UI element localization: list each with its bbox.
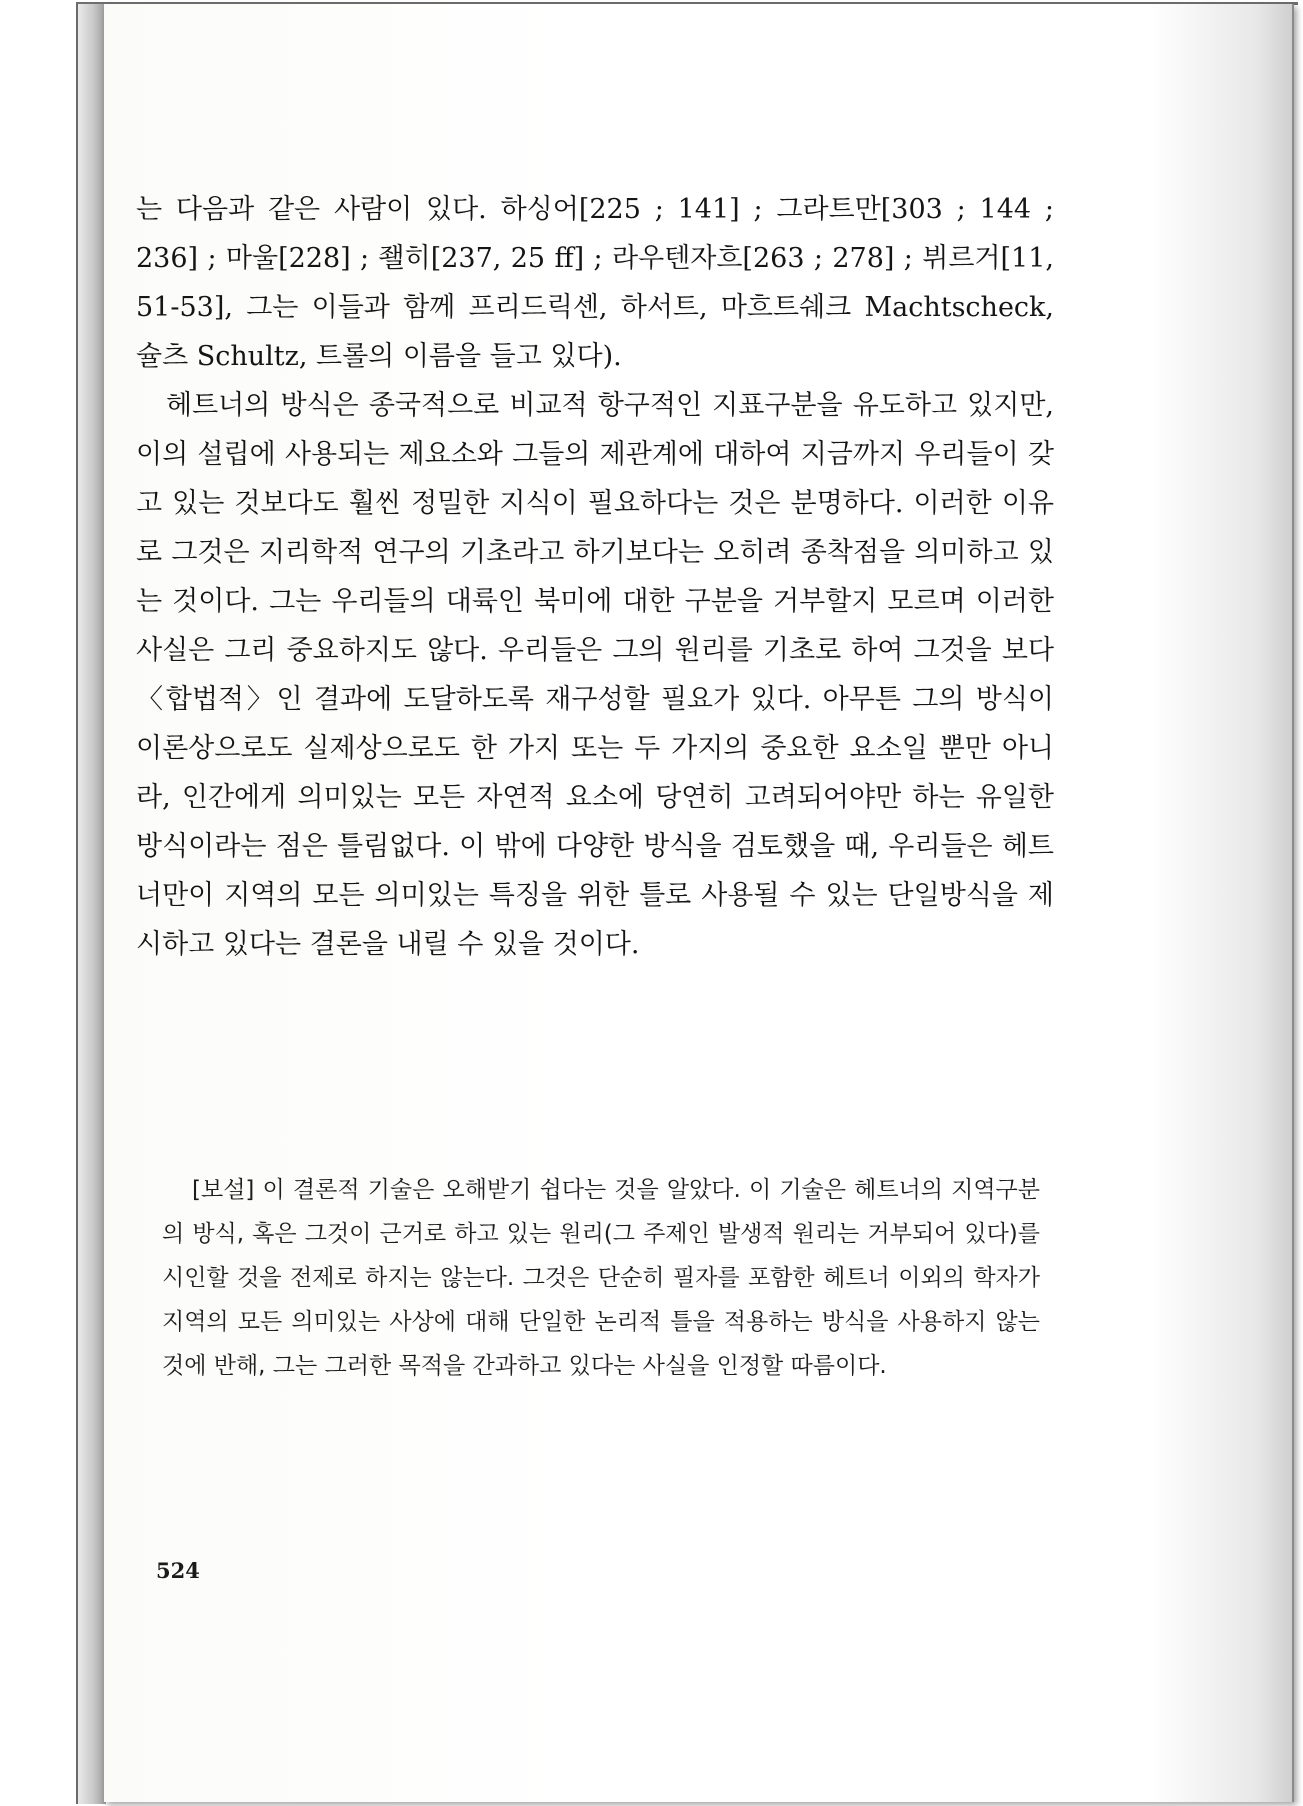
page-number: 524: [156, 1558, 200, 1583]
book-page-edges: [76, 4, 106, 1804]
main-text: [136, 185, 1054, 969]
supplementary-note: [보설] 이 결론적 기술은 오해받기 쉽다는 것을 알았다. 이 기술은 헤트너의 지역구분의 방식, 혹은 그것이 근거로 하고 있는 원리(그 주제인 발생적 원리는 거부되어 있다)를 시인할 것을 전제로 하지는 않는다. 그것은 단순히 필자를 포함한 헤트너 이외의 학자가 지역의 모든 의미있는 사상에 대해 단일한 논리적 틀을 적용하는 방식을 사용하지 않는 것에 반해, 그는 그러한 목적을 간과하고 있다는 사실을 인정할 따름이다.: [162, 1177, 1040, 1379]
paragraph-hettner-method: 헤트너의 방식은 종국적으로 비교적 항구적인 지표구분을 유도하고 있지만, 이의 설립에 사용되는 제요소와 그들의 제관계에 대하여 지금까지 우리들이 갖고 있는 것보다도 훨씬 정밀한 지식이 필요하다는 것은 분명하다. 이러한 이유로 그것은 지리학적 연구의 기초라고 하기보다는 오히려 종착점을 의미하고 있는 것이다. 그는 우리들의 대륙인 북미에 대한 구분을 거부할지 모르며 이러한 사실은 그리 중요하지도 않다. 우리들은 그의 원리를 기초로 하여 그것을 보다 〈합법적〉인 결과에 도달하도록 재구성할 필요가 있다. 아무튼 그의 방식이 이론상으로도 실제상으로도 한 가지 또는 두 가지의 중요한 요소일 뿐만 아니라, 인간에게 의미있는 모든 자연적 요소에 당연히 고려되어야만 하는 유일한 방식이라는 점은 틀림없다. 이 밖에 다양한 방식을 검토했을 때, 우리들은 헤트너만이 지역의 모든 의미있는 특징을 위한 틀로 사용될 수 있는 단일방식을 제시하고 있다는 결론을 내릴 수 있을 것이다.: [136, 390, 1054, 960]
paragraph-continuation: 는 다음과 같은 사람이 있다. 하싱어[225 ; 141] ; 그라트만[303 ; 144 ; 236] ; 마울[228] ; 좰히[237, 25 ff] ; 라우텐자흐[263 ; 278] ; 뷔르거[11, 51-53], 그는 이들과 함께 프리드릭센, 하서트, 마흐트쉐크 Machtscheck, 슐츠 Schultz, 트롤의 이름을 들고 있다).: [136, 194, 1054, 372]
